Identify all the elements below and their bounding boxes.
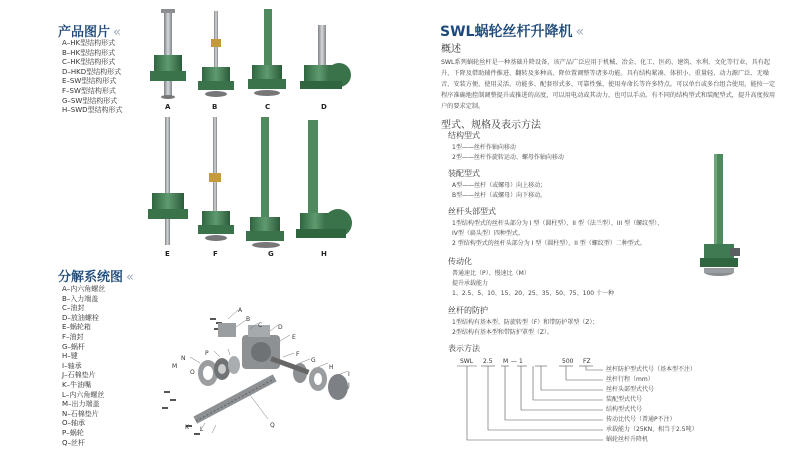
main-title: SWL蜗轮丝杆升降机 « (440, 24, 583, 40)
part-label-h: H (329, 364, 334, 371)
bearing-discs-left (198, 356, 240, 386)
structure-line-2: 2型——丝杆作旋转运动、螺母作轴向移动 (452, 154, 564, 161)
product-label-h: H (321, 250, 327, 258)
exploded-list (62, 285, 105, 448)
product-d-image (300, 25, 351, 89)
products-title: 产品图片 « (58, 25, 119, 40)
notation-code-swl: SWL (460, 358, 474, 365)
notation-code-stroke: 500 (562, 358, 574, 365)
screwhead-line-2: IV型（扁头型）四种型式。 (452, 230, 524, 237)
part-label-d: D (278, 324, 283, 331)
product-a-image (150, 9, 186, 99)
exploded-list-item: C–油封 (62, 304, 85, 313)
product-h-image (296, 120, 352, 238)
part-label-p: P (205, 350, 209, 357)
product-e-image (148, 117, 188, 245)
products-list-item: H–SWD型结构形式 (62, 106, 123, 115)
product-g-image (246, 117, 284, 248)
type-heading: 型式、规格及表示方法 (441, 120, 541, 131)
exploded-list-item: E–蜗轮箱 (62, 323, 91, 332)
overview-text: SWL系列蜗轮丝杆是一种基础升降设备，该产品广泛应用于机械、冶金、化工、医药、建筑、水利、文化等行业，具有起升、下降及借助辅件推进、翻转及多种高、降位置调整等诸多功能。具有结构紧凑、体积小、重量轻、动力源广泛、无噪音、安装方便、使用灵活、功能多、配套形式多、可靠性强、使用寿命长等许多特点。可以单台或多台组合使用，能按一定程序准确地控制调整提升或推进的高度，可以用电动或其动力，也可以手动。有不同的结构型式和装配型式，提升高度按用户的要求定制。 (441, 59, 776, 110)
screwhead-line-3: 2 型结构型式的丝杆头部分为 I 型（圆柱型）、II 型（螺纹型）二种型式。 (452, 240, 646, 247)
products-list-item: A–HK型结构形式 (62, 39, 116, 47)
exploded-list-item: A–内六角螺丝 (62, 285, 106, 293)
transmission-lines (452, 269, 614, 299)
notation-bracket-lines (455, 365, 605, 450)
notation-code-load: 2.5 (483, 358, 493, 365)
part-label-j: J (348, 382, 350, 389)
product-label-c: C (265, 103, 271, 111)
protection-line-1: 1型结构有基本型、防旋转型（F）和带防护罩型（Z）； (452, 319, 599, 326)
product-label-g: G (268, 250, 274, 258)
transmission-line-1: 普通速比（P）、慢速比（M） (452, 270, 530, 277)
notation-code-structure: 1 (519, 358, 523, 365)
notation-labels (606, 365, 698, 445)
part-label-g: G (311, 357, 316, 364)
part-label-o: O (190, 369, 195, 376)
notation-label-ratio: 传动比代号（普通P不注） (606, 416, 676, 423)
notation-label-structure: 结构型式代号 (606, 406, 643, 413)
notation-label-stroke: 丝杆行程（mm） (606, 376, 654, 383)
product-label-f: F (213, 250, 218, 258)
exploded-list-item: I–轴承 (62, 361, 82, 370)
notation-label-product: 蜗轮丝杆升降机 (606, 436, 649, 443)
products-list-item: F–SW型结构形式 (62, 86, 116, 95)
product-label-a: A (165, 103, 171, 111)
notation-label-screwhead: 丝杆头部型式代号 (606, 386, 655, 393)
products-list-item: B–HK型结构形式 (62, 48, 116, 57)
structure-lines (452, 143, 564, 163)
screwhead-lines (452, 219, 663, 249)
overview-heading: 概述 (441, 44, 461, 55)
exploded-list-item: M–出力端盖 (62, 400, 100, 409)
part-label-b: B (246, 316, 251, 323)
product-b-image (198, 11, 234, 97)
structure-line-1: 1型——丝杆作轴向移动 (452, 144, 516, 151)
product-label-e: E (165, 250, 170, 258)
protection-line-2: 2型结构有基本型和带防护罩型（Z）。 (452, 329, 553, 336)
notation-label-protection: 丝杆防护型式代号（基本型不注） (606, 366, 697, 373)
transmission-heading: 传动化 (448, 257, 472, 266)
exploded-list-item: G–蜗杆 (62, 342, 85, 351)
notation-code-dash: — (511, 358, 517, 365)
product-label-b: B (212, 103, 218, 111)
products-list-item: D–HKD型结构形式 (62, 67, 122, 76)
notation-heading: 表示方法 (448, 344, 480, 353)
products-list (62, 39, 123, 116)
part-label-a: A (238, 307, 243, 314)
part-label-l: L (200, 426, 204, 433)
exploded-list-item: H–键 (62, 352, 78, 361)
protection-lines (452, 318, 598, 338)
exploded-list-item: N–石棉垫片 (62, 409, 99, 418)
part-label-c: C (258, 322, 263, 329)
products-list-item: E–SW型结构形式 (62, 77, 117, 86)
exploded-list-item: K–牛油嘴 (62, 380, 92, 389)
part-label-q: Q (270, 422, 275, 429)
part-label-n: N (181, 355, 186, 362)
part-label-f: F (296, 351, 300, 358)
transmission-line-3: 1、2.5、5、10、15、20、25、35、50、75、100 十一种 (452, 290, 614, 297)
assembly-line-2: B型——丝杆（或螺母）向下移动。 (452, 192, 547, 199)
transmission-line-2: 提升承载能力 (452, 280, 489, 287)
exploded-list-item: J–石棉垫片 (62, 371, 96, 380)
exploded-list-item: L–内六角螺丝 (62, 390, 105, 399)
exploded-diagram (150, 295, 375, 460)
screwhead-line-1: 1型结构型式的丝杆头部分为 I 型（圆柱型）、II 型（法兰型）、III 型（螺纹型）、 (452, 220, 664, 227)
product-f-image (198, 117, 234, 241)
assembly-line-1: A型——丝杆（或螺母）向上移动； (452, 182, 547, 189)
protection-heading: 丝杆的防护 (448, 306, 488, 315)
notation-label-assembly: 装配型式代号 (606, 396, 643, 403)
chevron-left-icon: « (113, 25, 119, 40)
exploded-list-item: O–轴承 (62, 419, 86, 428)
chevron-left-icon: « (126, 270, 132, 285)
exploded-list-item: P–蜗轮 (62, 428, 84, 437)
exploded-title: 分解系统图 « (58, 270, 132, 285)
product-c-image (248, 9, 286, 96)
exploded-list-item: B–入力端盖 (62, 294, 99, 303)
part-label-m: M (172, 363, 178, 370)
swl-lifter-image (690, 150, 750, 285)
chevron-left-icon: « (575, 24, 583, 40)
notation-code-ratio: M (503, 358, 509, 365)
part-label-k: K (185, 424, 189, 431)
products-list-item: C–HK型结构形式 (62, 58, 116, 67)
product-images (140, 5, 370, 260)
notation-code-protect: FZ (583, 358, 591, 365)
assembly-lines (452, 181, 546, 201)
structure-heading: 结构型式 (448, 131, 480, 140)
assembly-heading: 装配型式 (448, 169, 480, 178)
notation-label-load: 承载能力（25KN、相当于2.5吨） (606, 426, 698, 433)
exploded-list-item: D–放油螺栓 (62, 313, 99, 322)
part-label-e: E (292, 334, 296, 341)
screwhead-heading: 丝杆头部型式 (448, 207, 496, 216)
product-label-d: D (321, 103, 327, 111)
products-list-item: G–SW型结构形式 (62, 96, 118, 105)
part-label-i: I (348, 371, 350, 378)
exploded-list-item: Q–丝杆 (62, 438, 86, 447)
exploded-list-item: F–油封 (62, 332, 84, 341)
